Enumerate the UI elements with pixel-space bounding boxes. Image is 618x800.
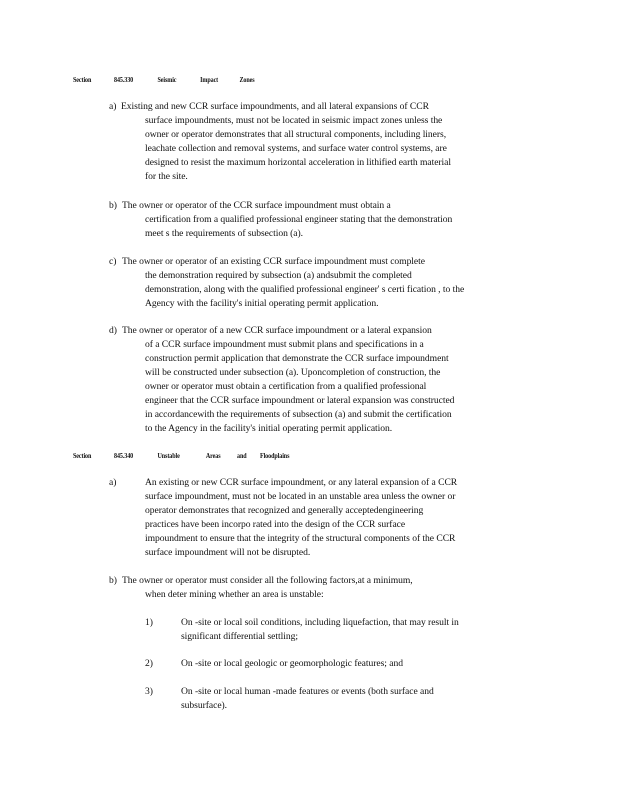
text-line: certification from a qualified professional engineer stating that the demonstration xyxy=(145,214,453,225)
text-line: On -site or local human -made features or events (both surface and xyxy=(181,686,434,697)
section-heading-845-330 xyxy=(73,75,270,85)
text-line: The owner or operator of the CCR surface impoundment must obtain a xyxy=(122,200,391,211)
section-number: 845.330 xyxy=(114,75,134,84)
text-line: surface impoundment will not be disrupted. xyxy=(145,547,311,558)
text-line: for the site. xyxy=(145,171,188,182)
paragraph-marker: b) xyxy=(109,575,117,586)
section-title-word: Zones xyxy=(239,75,255,84)
paragraph-marker: a) xyxy=(109,101,117,112)
text-line: owner or operator demonstrates that all structural components, including liners, xyxy=(145,129,447,140)
text-line: engineer that the CCR surface impoundment or lateral expansion was constructed xyxy=(145,395,455,406)
text-line: to the Agency in the facility's initial operating permit application. xyxy=(145,423,393,434)
text-line: significant differential settling; xyxy=(181,631,298,642)
text-line: surface impoundment, must not be located in an unstable area unless the owner or xyxy=(145,491,456,502)
section-title-word: Unstable xyxy=(157,451,180,460)
section-number: 845.340 xyxy=(114,451,134,460)
text-line: designed to resist the maximum horizontal acceleration in lithified earth material xyxy=(145,157,451,168)
section-title-word: Impact xyxy=(200,75,219,84)
text-line: operator demonstrates that recognized and generally acceptedengineering xyxy=(145,505,424,516)
list-item-marker: 2) xyxy=(145,658,153,669)
text-line: The owner or operator of an existing CCR surface impoundment must complete xyxy=(122,256,425,267)
section-title-word: Areas xyxy=(205,451,221,460)
section-label: Section xyxy=(73,451,92,460)
text-line: The owner or operator of a new CCR surface impoundment or a lateral expansion xyxy=(122,325,432,336)
section-heading-845-340 xyxy=(73,451,319,461)
text-line: practices have been incorpo rated into the design of the CCR surface xyxy=(145,519,406,530)
paragraph-marker: d) xyxy=(109,325,117,336)
text-line: owner or operator must obtain a certification from a qualified professional xyxy=(145,381,427,392)
section-title-word: Seismic xyxy=(157,75,177,84)
text-line: construction permit application that demonstrate the CCR surface impoundment xyxy=(145,353,449,364)
text-line: Existing and new CCR surface impoundments, and all lateral expansions of CCR xyxy=(121,101,429,112)
text-line: when deter mining whether an area is unstable: xyxy=(145,589,324,600)
text-line: The owner or operator must consider all the following factors,at a minimum, xyxy=(122,575,413,586)
text-line: surface impoundments, must not be located in seismic impact zones unless the xyxy=(145,115,443,126)
text-line: of a CCR surface impoundment must submit plans and specifications in a xyxy=(145,339,424,350)
text-line: On -site or local geologic or geomorphologic features; and xyxy=(181,658,403,669)
section-label: Section xyxy=(73,75,92,84)
text-line: An existing or new CCR surface impoundment, or any lateral expansion of a CCR xyxy=(145,477,458,488)
text-line: Agency with the facility's initial operating permit application. xyxy=(145,298,379,309)
text-line: will be constructed under subsection (a). Uponcompletion of construction, the xyxy=(145,367,441,378)
paragraph-marker: a) xyxy=(109,477,117,488)
list-item-marker: 3) xyxy=(145,686,153,697)
list-item-marker: 1) xyxy=(145,617,153,628)
text-line: in accordancewith the requirements of subsection (a) and submit the certification xyxy=(145,409,452,420)
text-line: demonstration, along with the qualified professional engineer' s certi fication , to the xyxy=(145,284,465,295)
paragraph-marker: c) xyxy=(109,256,117,267)
text-line: subsurface). xyxy=(181,700,228,711)
paragraph-marker: b) xyxy=(109,200,117,211)
text-line: impoundment to ensure that the integrity of the structural components of the CCR xyxy=(145,533,456,544)
text-line: On -site or local soil conditions, including liquefaction, that may result in xyxy=(181,617,459,628)
section-title-word: and xyxy=(237,451,247,460)
text-line: meet s the requirements of subsection (a). xyxy=(145,228,304,239)
text-line: leachate collection and removal systems, and surface water control systems, are xyxy=(145,143,447,154)
section-title-word: Floodplains xyxy=(259,451,290,460)
text-line: the demonstration required by subsection (a) andsubmit the completed xyxy=(145,270,412,281)
